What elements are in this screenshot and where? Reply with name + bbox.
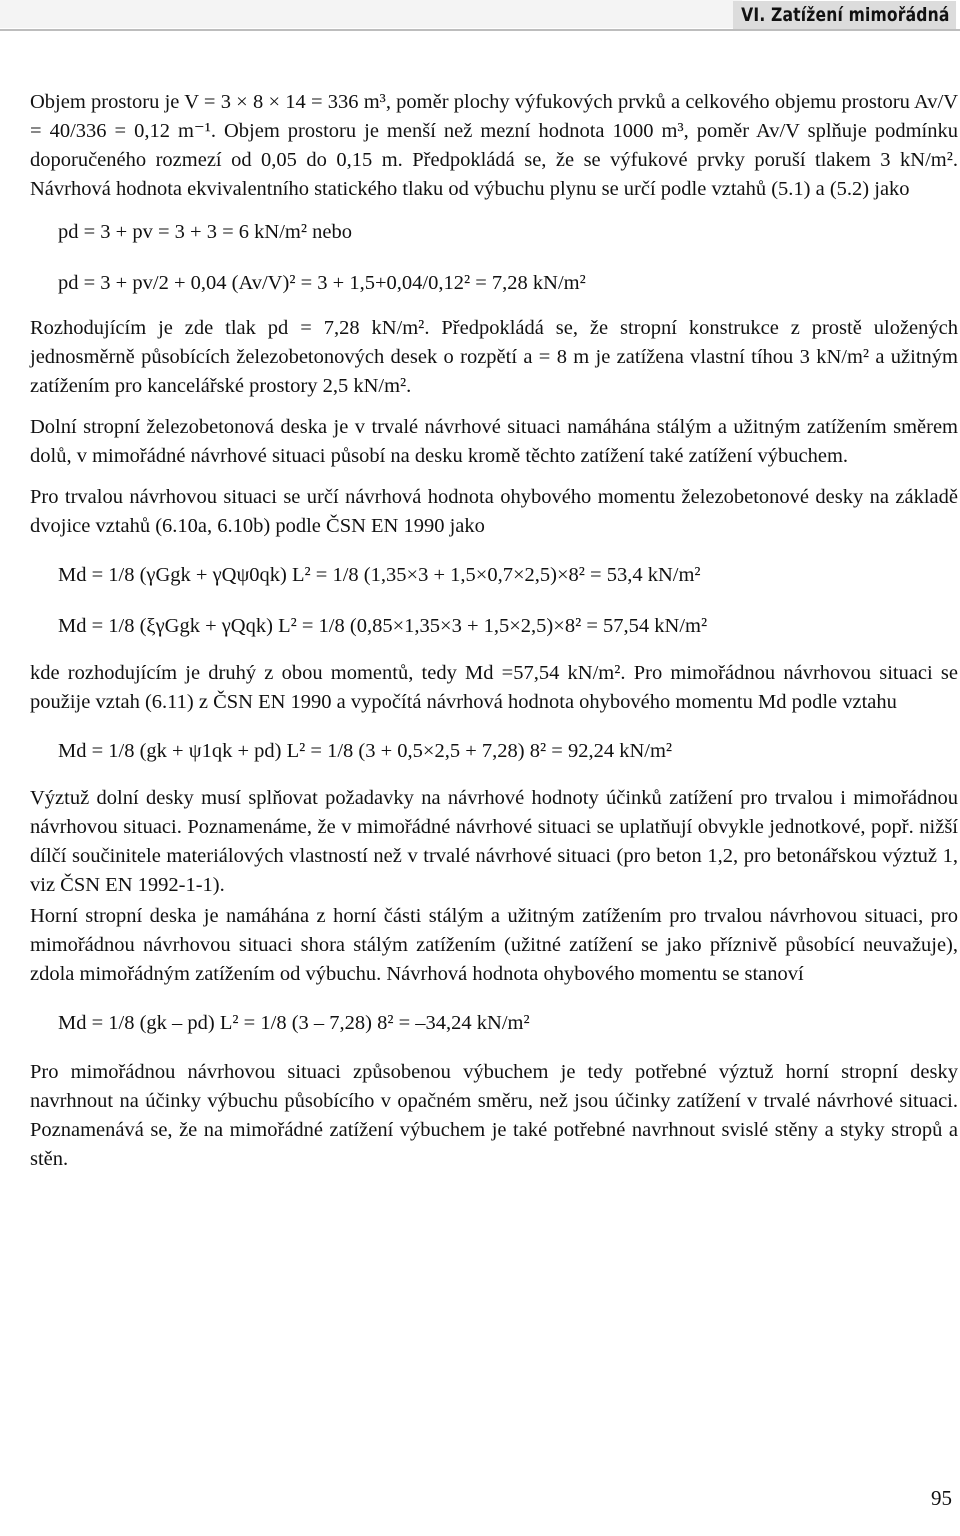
equation-md-2: Md = 1/8 (ξγGgk + γQqk) L² = 1/8 (0,85×1,35×3 + 1,5×2,5)×8² = 57,54 kN/m² [58,615,708,637]
paragraph-upper-slab: Horní stropní deska je namáhána z horní části stálým a užitným zatížením pro trvalou návrhovou situaci, pro mimořádnou návrhovou situaci shora stálým zatížením (užitné zatížení se jako příznivě působící neuvažuje), zdola mimořádným zatížením od výbuchu. Návrhová hodnota ohybového momentu se stanoví [30,905,958,985]
page-header [0,0,960,34]
header-band [0,0,742,28]
paragraph-reinforcement: Výztuž dolní desky musí splňovat požadavky na návrhové hodnoty účinků zatížení pro trvalou i mimořádnou návrhovou situaci. Poznamenáme, že v mimořádné návrhové situaci se uplatňují obvykle jednotkové, popř. nižší dílčí součinitele materiálových vlastností než v trvalé návrhové situaci (pro beton 1,2, pro betonářskou výztuž 1, viz ČSN EN 1992-1-1). [30,787,958,896]
paragraph-conclusion: Pro mimořádnou návrhovou situaci způsobenou výbuchem je tedy potřebné výztuž horní stropní desky navrhnout na účinky výbuchu působícího v opačném směru, než jsou účinky zatížení v trvalé návrhové situaci. Poznamenává se, že na mimořádné zatížení výbuchem je také potřebné navrhnout svislé stěny a styky stropů a stěn. [30,1061,958,1170]
paragraph-accidental-situation: kde rozhodujícím je druhý z obou momentů, tedy Md =57,54 kN/m². Pro mimořádnou návrhovou situaci se použije vztah (6.11) z ČSN EN 1990 a vypočítá návrhová hodnota ohybového momentu Md podle vztahu [30,662,958,713]
paragraph-volume: Objem prostoru je V = 3 × 8 × 14 = 336 m³, poměr plochy výfukových prvků a celkového objemu prostoru Av/V = 40/336 = 0,12 m⁻¹. Objem prostoru je menší než mezní hodnota 1000 m³, poměr Av/V splňuje podmínku doporučeného rozmezí od 0,05 do 0,15 m. Předpokládá se, že se výfukové prvky poruší tlakem 3 kN/m². Návrhová hodnota ekvivalentního statického tlaku od výbuchu plynu se určí podle vztahů (5.1) a (5.2) jako [30,91,958,200]
paragraph-lower-slab: Dolní stropní železobetonová deska je v trvalé návrhové situaci namáhána stálým a užitným zatížením směrem dolů, v mimořádné návrhové situaci působí na desku kromě těchto zatížení také zatížení výbuchem. [30,416,958,467]
equation-md-1: Md = 1/8 (γGgk + γQψ0qk) L² = 1/8 (1,35×3 + 1,5×0,7×2,5)×8² = 53,4 kN/m² [58,564,701,586]
equation-pd-2: pd = 3 + pv/2 + 0,04 (Av/V)² = 3 + 1,5+0,04/0,12² = 7,28 kN/m² [58,272,586,294]
equation-pd-1: pd = 3 + pv = 3 + 3 = 6 kN/m² nebo [58,221,352,243]
document-body [30,88,958,1186]
paragraph-persistent-situation: Pro trvalou návrhovou situaci se určí návrhová hodnota ohybového momentu železobetonové desky na základě dvojice vztahů (6.10a, 6.10b) podle ČSN EN 1990 jako [30,486,958,537]
equation-md-3: Md = 1/8 (gk + ψ1qk + pd) L² = 1/8 (3 + 0,5×2,5 + 7,28) 8² = 92,24 kN/m² [58,740,673,762]
paragraph-decisive-pressure: Rozhodujícím je zde tlak pd = 7,28 kN/m². Předpokládá se, že stropní konstrukce z prostě uložených jednosměrně působících železobetonových desek o rozpětí a = 8 m je zatížena vlastní tíhou 3 kN/m² a užitným zatížením pro kancelářské prostory 2,5 kN/m². [30,317,958,397]
chapter-title: VI. Zatížení mimořádná [733,1,956,29]
equation-md-4: Md = 1/8 (gk – pd) L² = 1/8 (3 – 7,28) 8² = –34,24 kN/m² [58,1012,530,1034]
page-number: 95 [931,1486,952,1510]
header-rule [0,29,960,31]
